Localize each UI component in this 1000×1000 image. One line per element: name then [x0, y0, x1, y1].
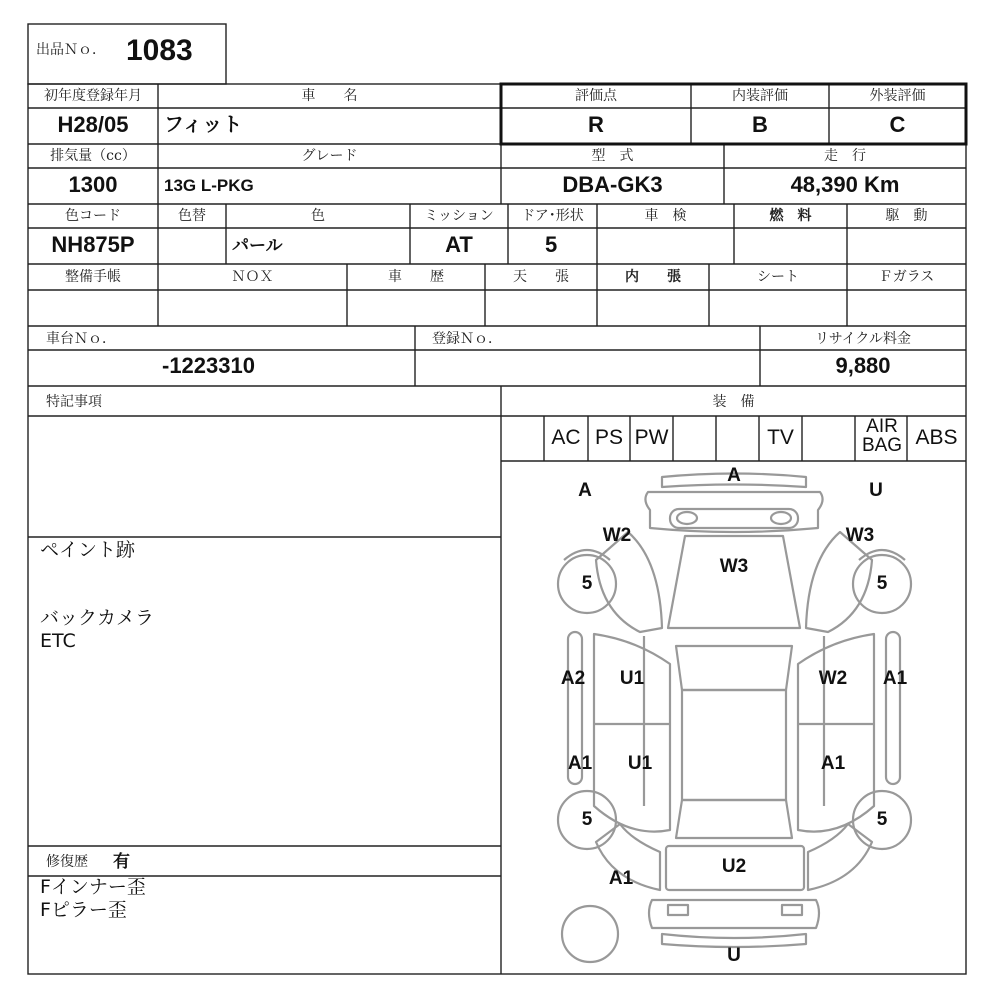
- wheel-grade: 5: [581, 573, 593, 594]
- repair-line: Fピラー歪: [40, 899, 127, 921]
- equipment-tv: TV: [767, 426, 794, 449]
- lot-number: 1083: [126, 34, 193, 67]
- history-label: 車 歴: [388, 269, 444, 285]
- damage-mark: U: [727, 945, 741, 966]
- repair-line: Fインナー歪: [40, 876, 146, 898]
- inspection-label: 車 検: [644, 208, 687, 224]
- score-label: 評価点: [575, 88, 617, 104]
- grade: 13G L-PKG: [164, 176, 254, 195]
- wheel-grade: 5: [581, 809, 593, 830]
- damage-mark: U1: [627, 753, 653, 774]
- door-label: ドア･形状: [521, 208, 584, 224]
- damage-mark: A1: [882, 668, 908, 689]
- mission-label: ミッション: [424, 208, 494, 224]
- chassis-number: -1223310: [162, 353, 255, 378]
- exterior-grade: C: [889, 112, 906, 137]
- damage-mark: W2: [818, 668, 848, 689]
- damage-mark: A: [578, 480, 592, 501]
- model-code: DBA-GK3: [562, 172, 663, 197]
- damage-mark: A1: [820, 753, 846, 774]
- recycle-fee-label: リサイクル料金: [814, 331, 912, 347]
- equipment-pw: PW: [634, 426, 669, 449]
- equipment-airbag: AIR BAG: [861, 416, 903, 456]
- mileage: 48,390 Km: [790, 172, 900, 197]
- interior-trim-label: 内 張: [625, 269, 681, 285]
- equipment-abs: ABS: [915, 426, 958, 449]
- first-registration-label: 初年度登録年月: [44, 88, 142, 104]
- repaint-label: 色替: [178, 208, 206, 224]
- damage-mark: A1: [567, 753, 593, 774]
- damage-mark: U: [869, 480, 883, 501]
- fuel-label: 燃 料: [769, 208, 812, 224]
- recycle-fee: 9,880: [835, 353, 891, 378]
- damage-mark: A: [727, 465, 741, 486]
- car-name-label: 車 名: [301, 88, 358, 104]
- lot-number-label: 出品Ｎｏ．: [36, 42, 106, 58]
- equipment-ps: PS: [594, 426, 623, 449]
- color-label: 色: [311, 208, 325, 224]
- damage-mark: W3: [719, 556, 749, 577]
- maintenance-record-label: 整備手帳: [65, 269, 121, 285]
- color-code-label: 色コード: [65, 208, 121, 224]
- repair-history: 有: [113, 852, 130, 872]
- front-glass-label: Ｆガラス: [878, 269, 935, 285]
- damage-mark: W2: [602, 525, 632, 546]
- drive-label: 駆 動: [885, 208, 928, 224]
- note-line: ETC: [40, 630, 76, 652]
- model-code-label: 型 式: [591, 148, 634, 164]
- paint-note: ペイント跡: [40, 539, 136, 561]
- registration-number-label: 登録Ｎｏ．: [432, 331, 502, 347]
- damage-mark: U2: [721, 856, 747, 877]
- wheel-grade: 5: [876, 809, 888, 830]
- equipment-ac: AC: [551, 426, 581, 449]
- grade-label: グレード: [301, 148, 358, 164]
- interior-grade: B: [752, 112, 768, 137]
- color: パール: [232, 236, 283, 255]
- door: 5: [545, 232, 558, 257]
- first-registration: H28/05: [57, 112, 129, 137]
- color-code: NH875P: [51, 232, 135, 257]
- headliner-label: 天 張: [513, 269, 569, 285]
- wheel-grade: 5: [876, 573, 888, 594]
- nox-label: ＮＯＸ: [231, 269, 274, 285]
- chassis-number-label: 車台Ｎｏ．: [46, 331, 116, 347]
- score: R: [588, 112, 604, 137]
- displacement: 1300: [68, 172, 118, 197]
- note-line: バックカメラ: [40, 607, 155, 629]
- mission: AT: [445, 232, 473, 257]
- displacement-label: 排気量（cc）: [50, 148, 136, 164]
- car-name: フィット: [164, 114, 243, 136]
- damage-mark: U1: [619, 668, 645, 689]
- damage-mark: A1: [608, 868, 634, 889]
- interior-grade-label: 内装評価: [732, 88, 788, 104]
- repair-history-label: 修復歴: [46, 854, 88, 870]
- damage-mark: W3: [845, 525, 875, 546]
- exterior-grade-label: 外装評価: [869, 88, 926, 104]
- damage-mark: A2: [560, 668, 586, 689]
- seat-label: シート: [757, 269, 799, 285]
- mileage-label: 走 行: [824, 148, 866, 164]
- equipment-label: 装 備: [712, 394, 755, 410]
- notes-label: 特記事項: [46, 394, 102, 410]
